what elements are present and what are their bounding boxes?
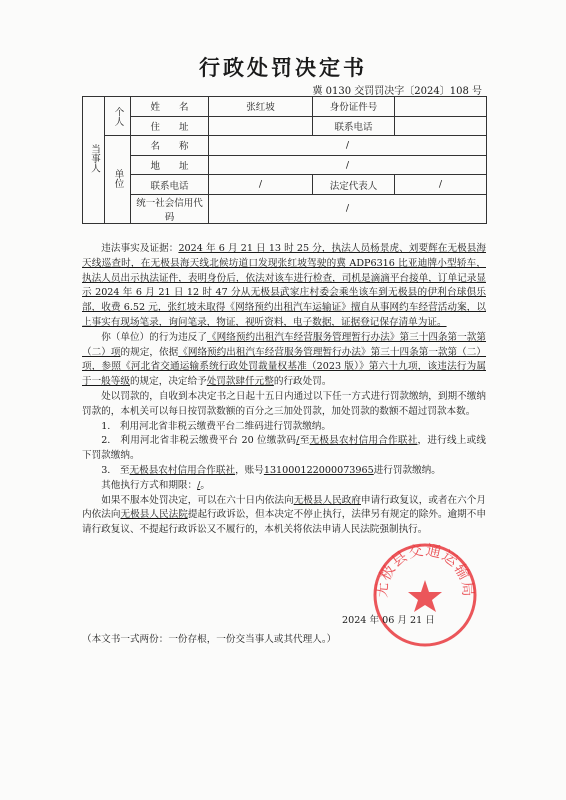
name-value: 张红坡: [209, 97, 313, 117]
address-label: 住 址: [131, 116, 209, 136]
basis-law: 《网络预约出租汽车经营服务管理暂行办法》第三十四条第一款第（二）项，参照《河北省交通运输系统行政处罚裁量权基准（2023 版）》第六十九项，该违法行为属于一般等级: [82, 346, 487, 388]
penalty-amount: 处罚款肆仟元整: [206, 376, 274, 388]
official-seal: [370, 540, 480, 650]
pay3-bank: 无极县农村信用合作联社: [129, 464, 236, 476]
appeal-court: 无极县人民法院: [120, 509, 188, 521]
payment-method-1: 1. 利用河北省非税云缴费平台二维码进行罚款缴纳。: [101, 420, 331, 432]
payment-method-2: 2. 利用河北省非税云缴费平台 20 位缴款码/至无极县农村信用合作联社，进行线上或线下罚款缴纳。: [82, 435, 487, 462]
unit-address-label: 地 址: [131, 155, 209, 175]
id-value: [395, 97, 487, 117]
payment-method-3: 3. 至无极县农村信用合作联社，账号131000122000073965进行罚款缴纳。: [101, 464, 441, 476]
document-number: 冀 0130 交罚罚决字〔2024〕108 号: [312, 86, 482, 97]
legal-rep-value: /: [395, 175, 487, 195]
phone-value: [395, 116, 487, 136]
credit-code-label: 统一社会信用代码: [131, 194, 209, 223]
unit-address-value: /: [209, 155, 487, 175]
account-number: 131000122000073965: [263, 464, 374, 476]
appeal-paragraph: 如果不服本处罚决定，可以在六十日内依法向无极县人民政府申请行政复议，或者在六个月内依法向无极县人民法院提起行政诉讼，但本决定不停止执行，法律另有规定的除外。逾期不申请行政复议、不提起行政诉讼又不履行的，本机关将依法申请人民法院强制执行。: [82, 494, 487, 536]
id-label: 身份证件号: [313, 97, 395, 117]
phone-label: 联系电话: [313, 116, 395, 136]
svg-text:无极县交通运输局: 无极县交通运输局: [374, 542, 476, 599]
other-method: 其他执行方式和期限：/。: [101, 479, 210, 491]
document-title: 行政处罚决定书: [199, 55, 367, 80]
facts-paragraph: 违法事实及证据：2024 年 6 月 21 日 13 时 25 分，执法人员杨景虎、刘要辉在无极县海天线巡查时，在无极县海天线北候坊道口发现张红坡驾驶的冀 ADP6316 比亚迪牌小型轿车，执法人员出示执法证件，表明身份后，依法对该车进行检查，司机是滴滴平台接单，订单记录显示 2024 年 6 月 21 日 12 时 47 分从无极县武家庄村委会乘坐该车到无极县的伊利台球俱乐部，收费 6.52 元，张红坡未取得《网络预约出租汽车运输证》擅自从事网约车经营活动案，以上事实有现场笔录，询问笔录，物证，视听资料，电子数据，证据登记保存清单为证。: [82, 243, 487, 328]
unit-phone-label: 联系电话: [131, 175, 209, 195]
party-info-table: [82, 96, 487, 224]
violated-law: 《网络预约出租汽车经营服务管理暂行办法》第三十四条第一款第（二）项: [82, 331, 487, 358]
decision-date: 2024 年 06 月 21 日: [342, 615, 435, 626]
unit-name-label: 名 称: [131, 136, 209, 156]
party-label: 当事人: [83, 97, 105, 224]
name-label: 姓 名: [131, 97, 209, 117]
unit-phone-value: /: [209, 175, 313, 195]
unit-name-value: /: [209, 136, 487, 156]
unit-label: 单位: [105, 136, 131, 224]
facts-text: 2024 年 6 月 21 日 13 时 25 分，执法人员杨景虎、刘要辉在无极县海天线巡查时，在无极县海天线北候坊道口发现张红坡驾驶的冀 ADP6316 比亚迪牌小型轿车，执法人员出示执法证件，表明身份后，依法对该车进行检查，司机是滴滴平台接单，订单记录显示 2024 年 6 月 21 日 12 时 47 分从无极县武家庄村委会乘坐该车到无极县的伊利台球俱乐部，收费 6.52 元，张红坡未取得《网络预约出租汽车运输证》擅自从事网约车经营活动案，以上事实有现场笔录，询问笔录，物证，视听资料，电子数据，证据登记保存清单为证。: [82, 243, 487, 328]
document-body: [82, 242, 486, 538]
copies-note: （本文书一式两份：一份存根，一份交当事人或其代理人。）: [82, 634, 337, 645]
violation-paragraph: 你（单位）的行为违反了《网络预约出租汽车经营服务管理暂行办法》第三十四条第一款第（二）项的规定，依据《网络预约出租汽车经营服务管理暂行办法》第三十四条第一款第（二）项，参照《河北省交通运输系统行政处罚裁量权基准（2023 版）》第六十九项，该违法行为属于一般等级的规定，决定给予处罚款肆仟元整的行政处罚。: [82, 331, 487, 388]
credit-code-value: /: [209, 194, 487, 223]
legal-rep-label: 法定代表人: [313, 175, 395, 195]
address-value: [209, 116, 313, 136]
payment-intro: 处以罚款的，自收到本决定书之日起十五日内通过以下任一方式进行罚款缴纳，到期不缴纳罚款的，本机关可以每日按罚款数额的百分之三加处罚款，加处罚款的数额不超过罚款本数。: [82, 390, 486, 417]
pay2-bank: 无极县农村信用合作联社: [309, 435, 418, 447]
individual-label: 个人: [105, 97, 131, 136]
appeal-government: 无极县人民政府: [293, 494, 361, 506]
